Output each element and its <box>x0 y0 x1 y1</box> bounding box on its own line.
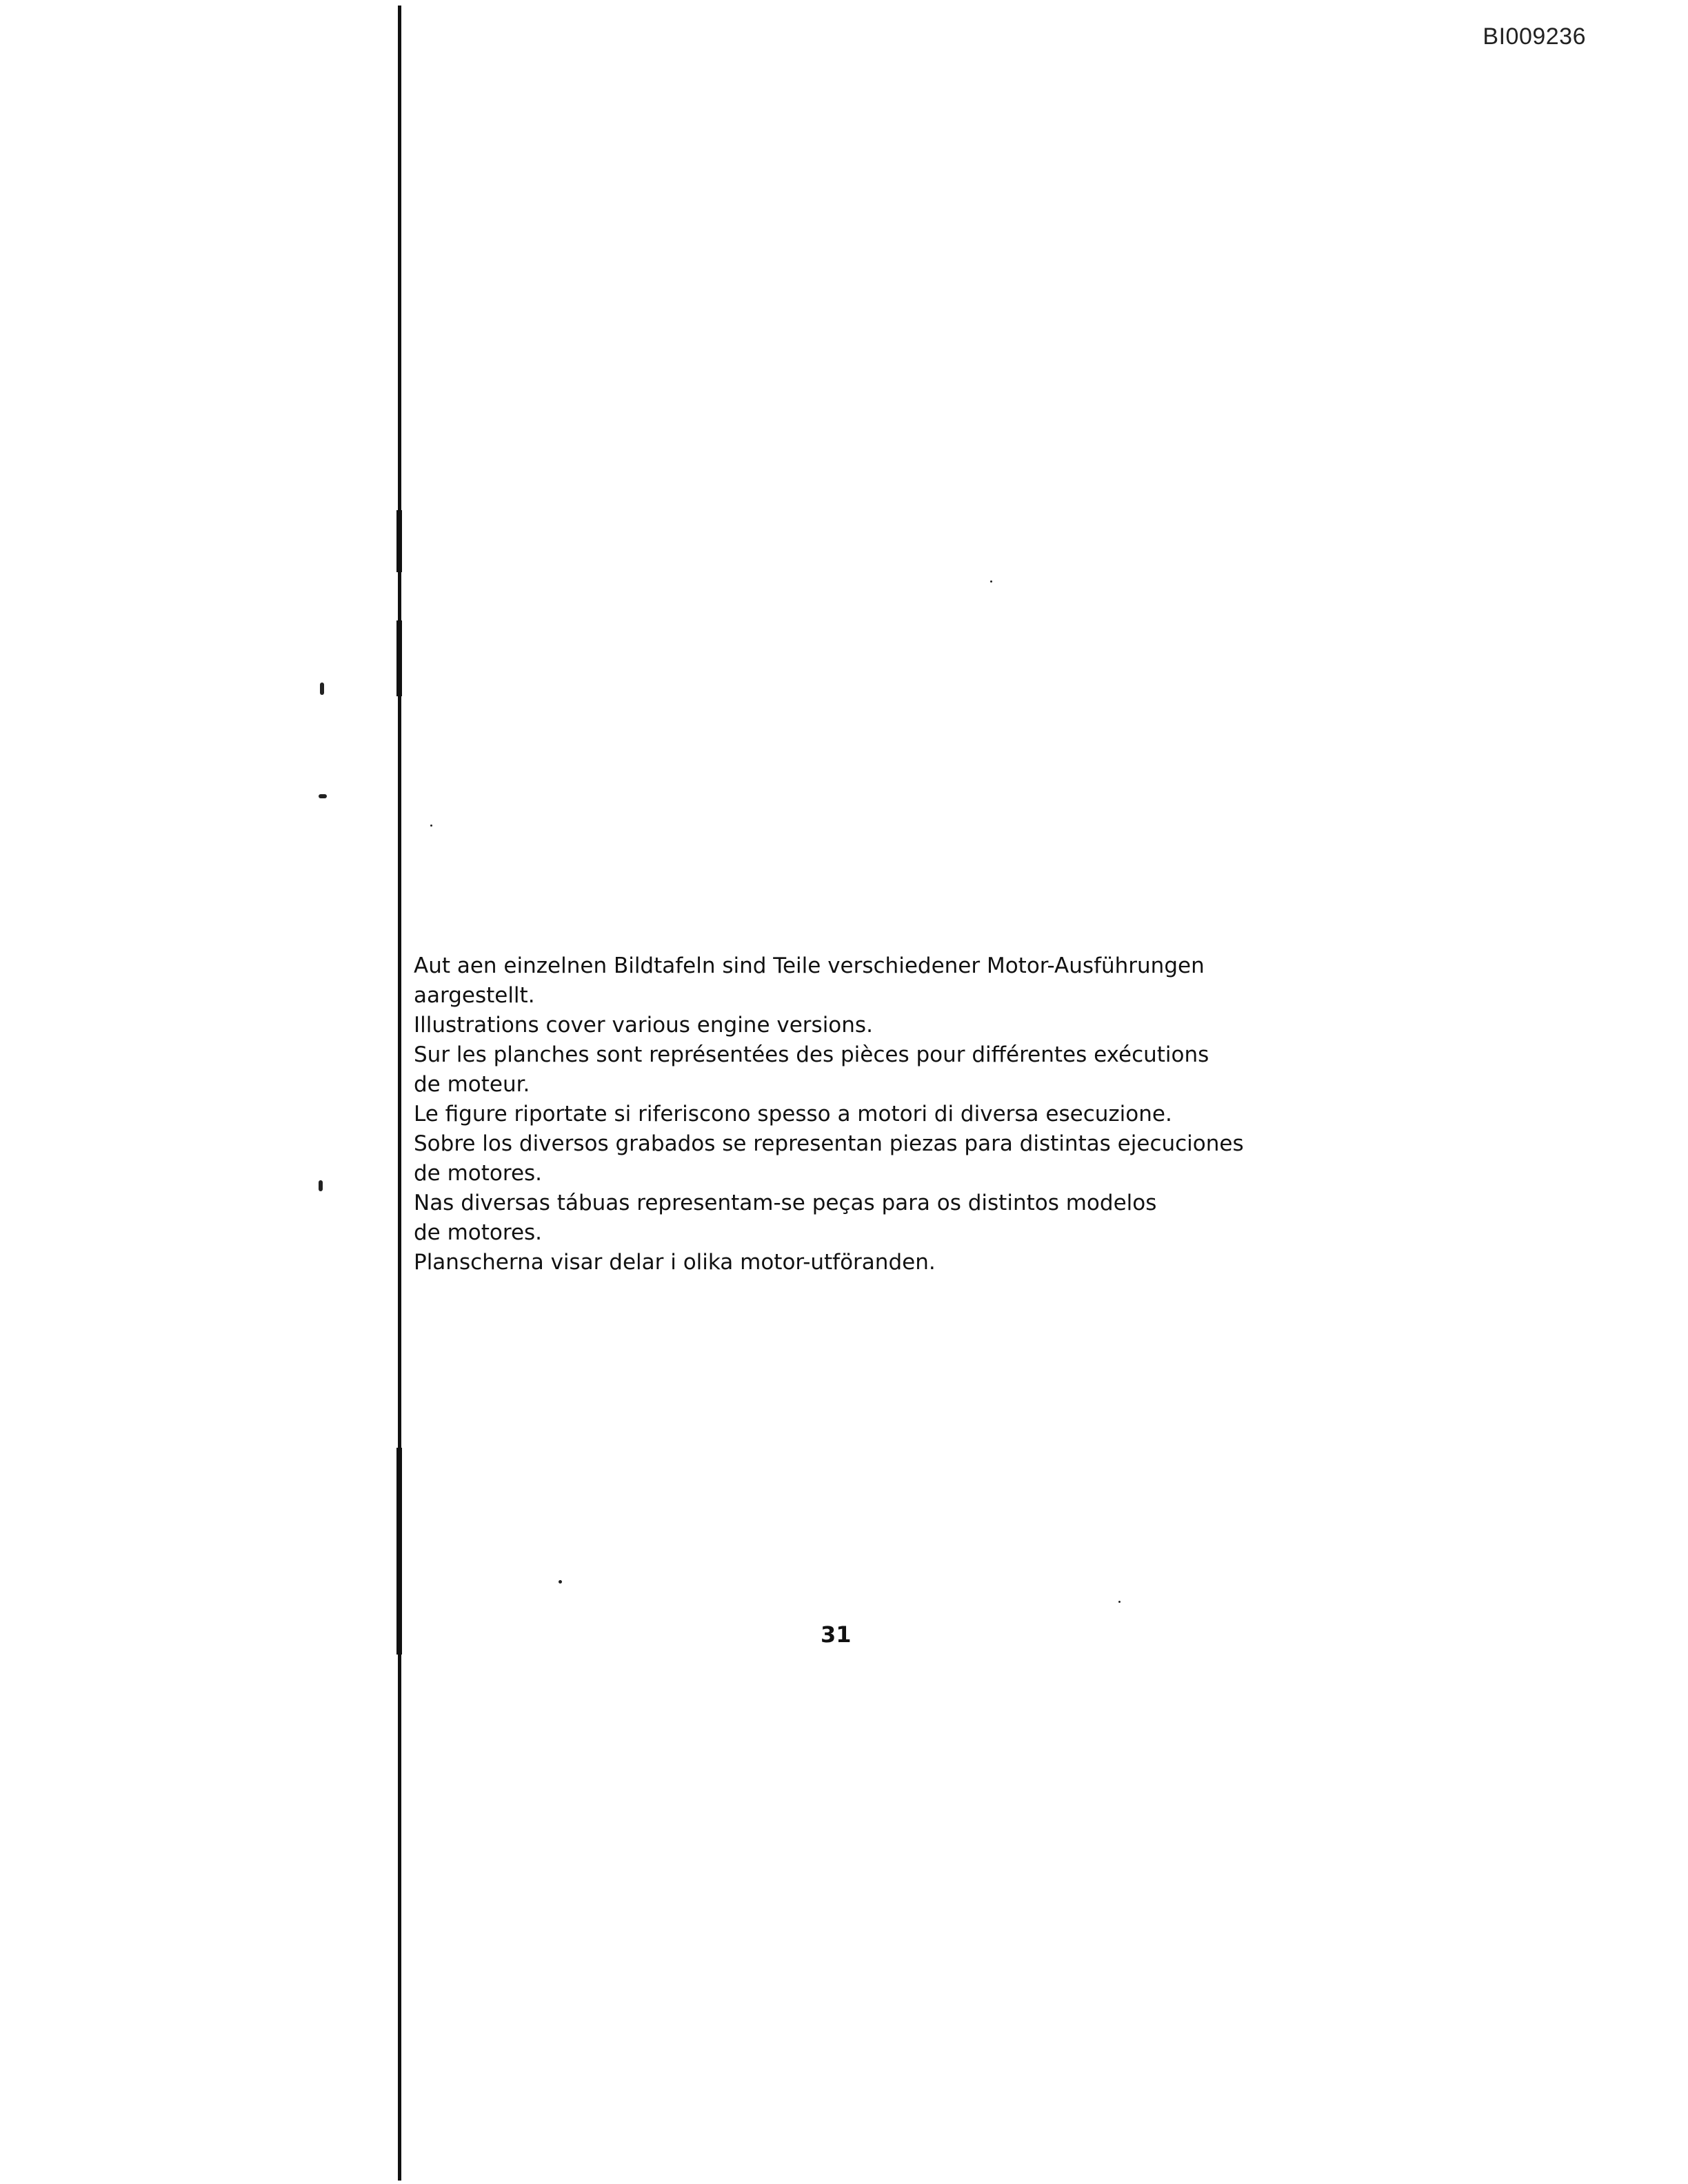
page-number: 31 <box>821 1621 852 1648</box>
document-id: BI009236 <box>1483 23 1586 50</box>
notice-line-italian: Le figure riportate si riferiscono spesso a motori di diversa esecuzione. <box>414 1102 1172 1126</box>
scan-speck <box>990 580 992 583</box>
multilingual-notice <box>414 951 1338 1277</box>
notice-line-swedish: Planscherna visar delar i olika motor-utföranden. <box>414 1250 936 1275</box>
scan-speck <box>559 1580 562 1584</box>
scan-speck <box>320 682 324 695</box>
notice-line-german-cont: aargestellt. <box>414 983 535 1008</box>
notice-line-french-cont: de moteur. <box>414 1072 530 1097</box>
notice-line-french: Sur les planches sont représentées des pièces pour différentes exécutions <box>414 1042 1209 1067</box>
binding-line-segment <box>396 510 402 572</box>
binding-line-segment <box>396 1448 402 1655</box>
scan-speck <box>319 1180 323 1191</box>
notice-line-portuguese-cont: de motores. <box>414 1220 543 1245</box>
binding-margin-line <box>398 6 401 2181</box>
notice-line-english: Illustrations cover various engine versions. <box>414 1013 873 1038</box>
scan-speck <box>430 825 432 827</box>
scan-speck <box>319 794 327 798</box>
binding-line-segment <box>396 620 402 696</box>
notice-line-spanish: Sobre los diversos grabados se representan piezas para distintas ejecuciones <box>414 1131 1244 1156</box>
notice-line-spanish-cont: de motores. <box>414 1161 543 1186</box>
notice-line-german: Aut aen einzelnen Bildtafeln sind Teile verschiedener Motor-Ausführungen <box>414 953 1205 978</box>
notice-line-portuguese: Nas diversas tábuas representam-se peças para os distintos modelos <box>414 1191 1157 1215</box>
scan-speck <box>1118 1601 1121 1603</box>
